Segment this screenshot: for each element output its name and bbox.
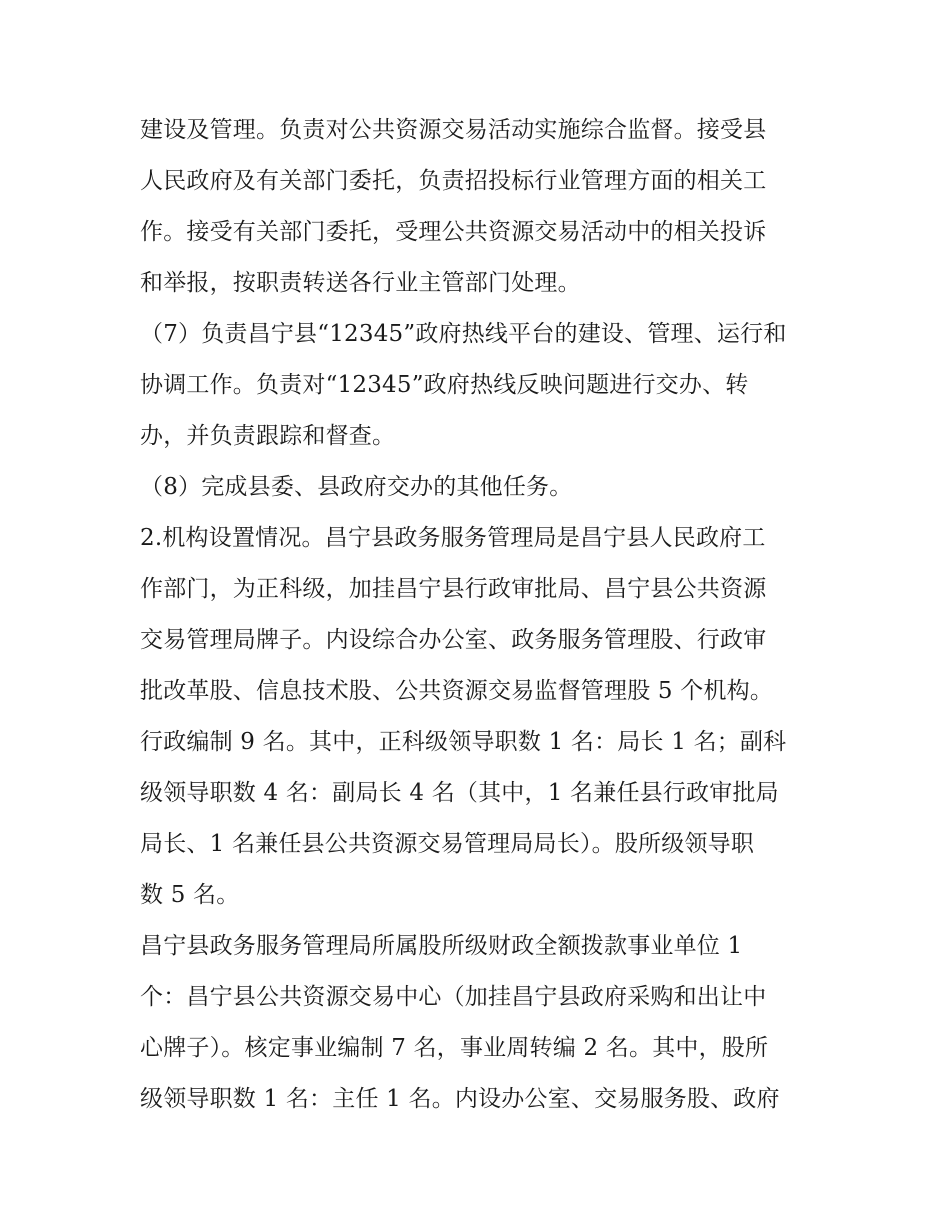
text-line: 交易管理局牌子。内设综合办公室、政务服务管理股、行政审 [140,627,767,653]
text-line: 局长、1 名兼任县公共资源交易管理局局长）。股所级领导职 [140,831,755,857]
text-line: 行政编制 9 名。其中，正科级领导职数 1 名：局长 1 名；副科 [140,729,787,755]
document-page [140,105,820,1125]
text-line: 级领导职数 4 名：副局长 4 名（其中，1 名兼任县行政审批局 [140,780,779,806]
text-line: 人民政府及有关部门委托，负责招投标行业管理方面的相关工 [140,168,767,194]
text-line: 心牌子）。核定事业编制 7 名，事业周转编 2 名。其中，股所 [140,1035,769,1061]
text-line: 办，并负责跟踪和督查。 [140,423,396,449]
text-line: （8）完成县委、县政府交办的其他任务。 [140,474,573,500]
text-line: 昌宁县政务服务管理局所属股所级财政全额拨款事业单位 1 [140,933,743,959]
text-line: 协调工作。负责对“12345”政府热线反映问题进行交办、转 [140,372,749,398]
text-line: 个：昌宁县公共资源交易中心（加挂昌宁县政府采购和出让中 [140,984,767,1010]
text-line: 2.机构设置情况。昌宁县政务服务管理局是昌宁县人民政府工 [140,525,766,551]
text-line: 建设及管理。负责对公共资源交易活动实施综合监督。接受县 [140,117,767,143]
text-line: 作部门，为正科级，加挂昌宁县行政审批局、昌宁县公共资源 [140,576,767,602]
text-line: 和举报，按职责转送各行业主管部门处理。 [140,270,581,296]
text-line: （7）负责昌宁县“12345”政府热线平台的建设、管理、运行和 [140,321,787,347]
text-line: 批改革股、信息技术股、公共资源交易监督管理股 5 个机构。 [140,678,774,704]
text-line: 级领导职数 1 名：主任 1 名。内设办公室、交易服务股、政府 [140,1086,780,1112]
text-line: 作。接受有关部门委托，受理公共资源交易活动中的相关投诉 [140,219,767,245]
text-line: 数 5 名。 [140,882,240,908]
